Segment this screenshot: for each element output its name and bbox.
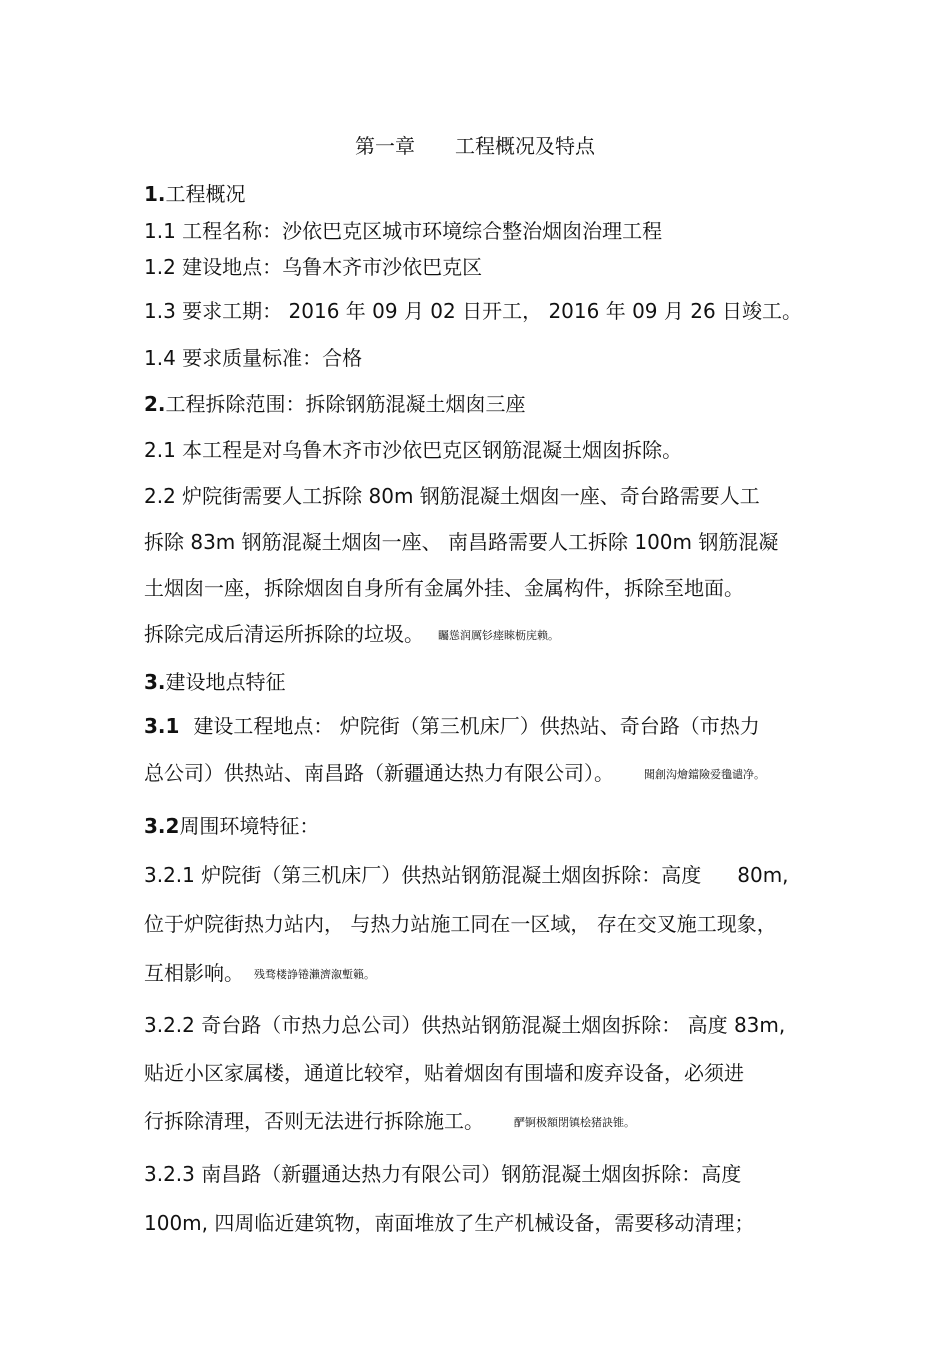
paragraph-3-2-1-line-2: 位于炉院街热力站内， 与热力站施工同在一区域， 存在交叉施工现象， [144, 912, 777, 936]
section-number: 3. [144, 670, 166, 694]
schedule-line: 1.3 要求工期： 2016 年 09 月 02 日开工， 2016 年 09 月 26 日竣工。 [144, 299, 803, 323]
quality-standard-line: 1.4 要求质量标准：合格 [144, 346, 363, 370]
paragraph-3-2-1-line-3 [144, 960, 375, 988]
paragraph-2-2-line-1: 2.2 炉院街需要人工拆除 80m 钢筋混凝土烟囱一座、奇台路需要人工 [144, 484, 760, 508]
garbled-watermark-text: 酽锕极額閉镇桧猪訣锥。 [514, 1115, 635, 1129]
project-name-line: 1.1 工程名称：沙依巴克区城市环境综合整治烟囱治理工程 [144, 219, 663, 243]
paragraph-3-1-line-1 [144, 713, 760, 739]
project-location-line: 1.2 建设地点：乌鲁木齐市沙依巴克区 [144, 255, 483, 279]
paragraph-3-2-3-line-2: 100m, 四周临近建筑物，南面堆放了生产机械设备，需要移动清理； [144, 1211, 755, 1235]
paragraph-3-2-1-line-1 [144, 862, 789, 888]
section-title: 工程拆除范围：拆除钢筋混凝土烟囱三座 [165, 392, 526, 416]
section-1-heading [144, 181, 246, 207]
chapter-title: 第一章 工程概况及特点 [355, 134, 595, 158]
paragraph-2-2-line-2: 拆除 83m 钢筋混凝土烟囱一座、 南昌路需要人工拆除 100m 钢筋混凝 [144, 530, 779, 554]
paragraph-3-2-2-line-1: 3.2.2 奇台路（市热力总公司）供热站钢筋混凝土烟囱拆除： 高度 83m, [144, 1013, 786, 1037]
paragraph-3-1-line-2 [144, 760, 765, 788]
paragraph-2-2-line-3: 土烟囱一座，拆除烟囱自身所有金属外挂、金属构件，拆除至地面。 [144, 576, 744, 600]
paragraph-text: 互相影响。 [144, 961, 244, 985]
subsection-number: 3.2 [144, 814, 180, 838]
garbled-watermark-text: 聞創沟燴鐺險爱氇谴净。 [644, 767, 765, 781]
subsection-number: 3.1 [144, 714, 180, 738]
garbled-watermark-text: 矚慫润厲钐瘗睞枥庑赖。 [438, 628, 559, 642]
paragraph-3-2-2-line-3 [144, 1108, 635, 1136]
section-title: 工程概况 [165, 182, 246, 206]
subsection-title: 周围环境特征： [179, 814, 320, 838]
paragraph-text: 建设工程地点： 炉院街（第三机床厂）供热站、奇台路（市热力 [193, 714, 760, 738]
section-number: 2. [144, 392, 166, 416]
paragraph-text: 总公司）供热站、南昌路（新疆通达热力有限公司）。 [144, 761, 614, 785]
paragraph-2-1: 2.1 本工程是对乌鲁木齐市沙依巴克区钢筋混凝土烟囱拆除。 [144, 438, 683, 462]
section-2-heading [144, 391, 526, 417]
section-number: 1. [144, 182, 166, 206]
paragraph-text: 行拆除清理，否则无法进行拆除施工。 [144, 1109, 484, 1133]
paragraph-text: 拆除完成后清运所拆除的垃圾。 [144, 622, 424, 646]
section-title: 建设地点特征 [165, 670, 286, 694]
paragraph-2-2-line-4 [144, 621, 559, 649]
garbled-watermark-text: 残骛楼諍锩瀨濟溆塹籟。 [254, 967, 375, 981]
paragraph-3-2-2-line-2: 贴近小区家属楼，通道比较窄，贴着烟囱有围墙和废弃设备，必须进 [144, 1061, 744, 1085]
paragraph-text: 80m, [737, 863, 789, 887]
subsection-3-2-heading [144, 813, 319, 839]
section-3-heading [144, 669, 286, 695]
paragraph-3-2-3-line-1: 3.2.3 南昌路（新疆通达热力有限公司）钢筋混凝土烟囱拆除：高度 [144, 1162, 742, 1186]
paragraph-text: 3.2.1 炉院街（第三机床厂）供热站钢筋混凝土烟囱拆除：高度 [144, 863, 702, 887]
